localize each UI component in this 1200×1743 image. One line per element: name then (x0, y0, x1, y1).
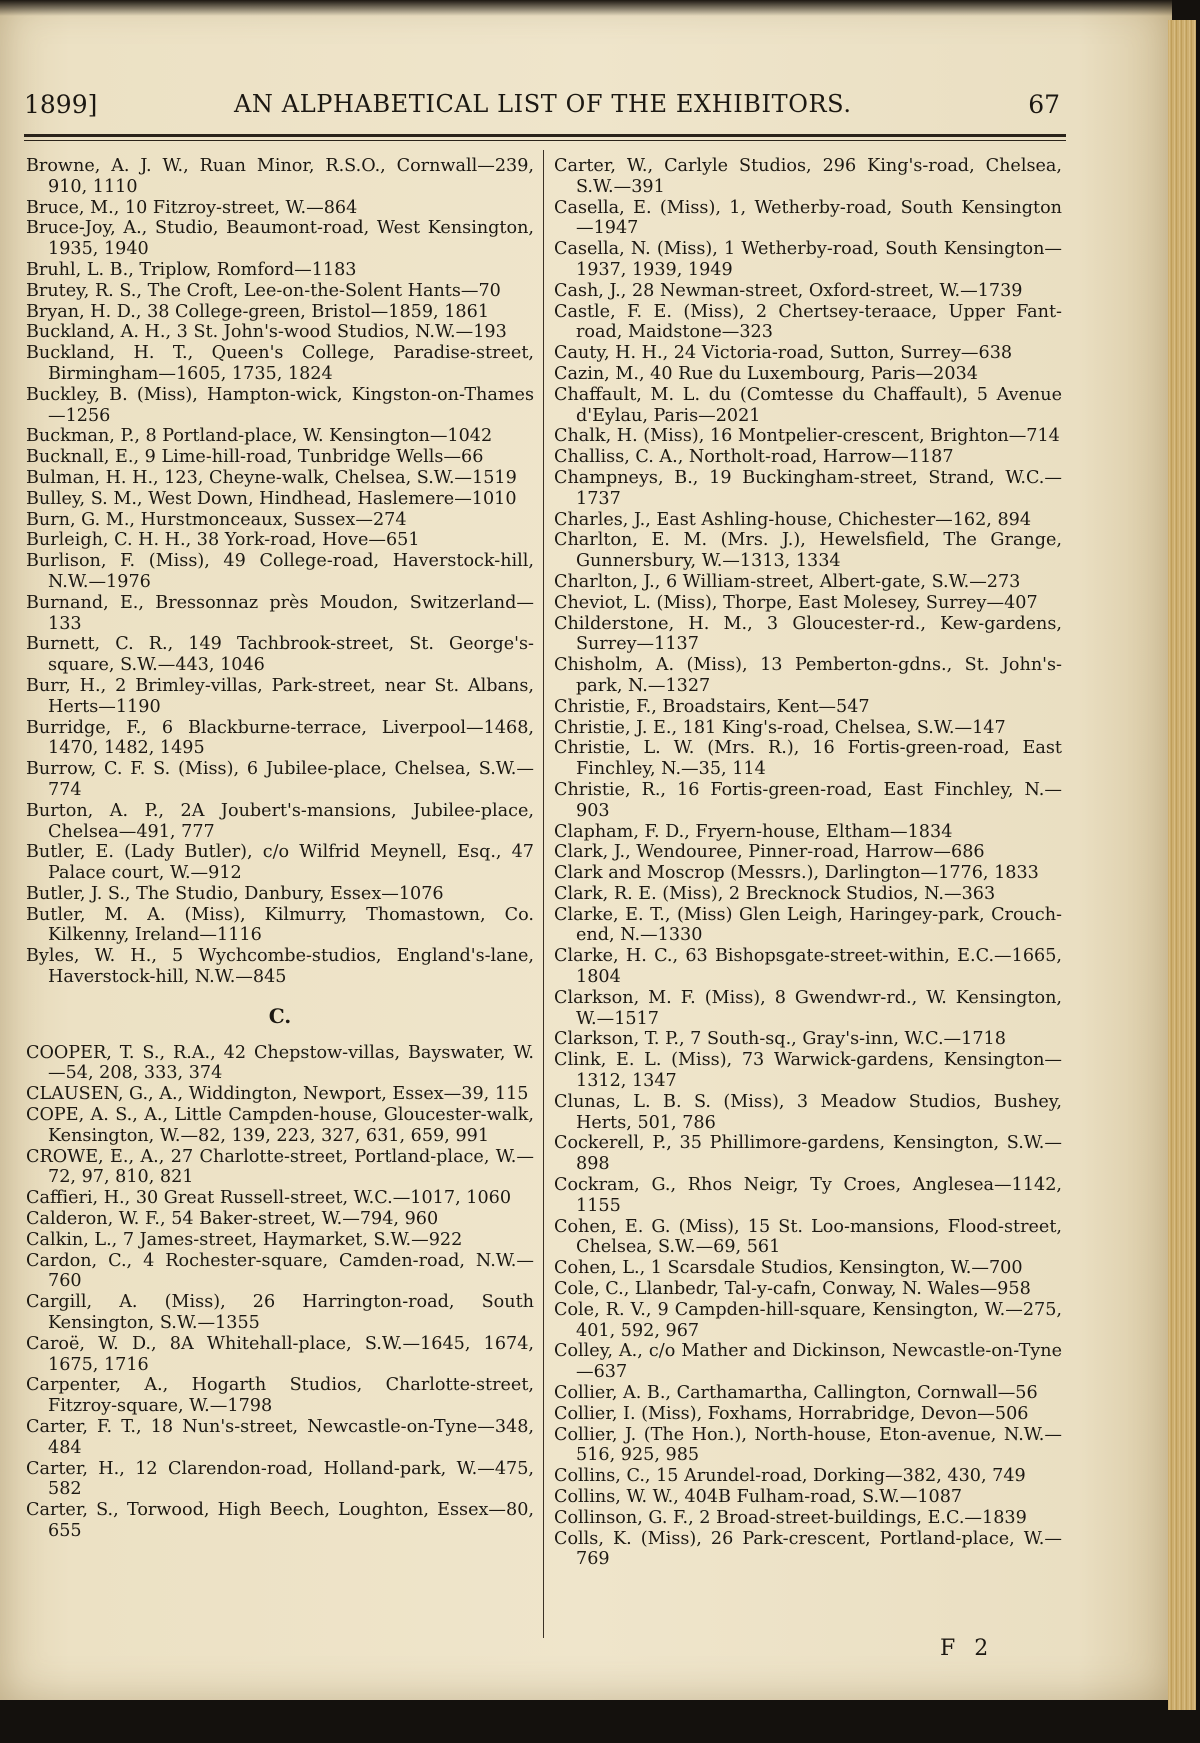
header-title: AN ALPHABETICAL LIST OF THE EXHIBITORS. (234, 90, 852, 118)
exhibitor-entry: Brutey, R. S., The Croft, Lee-on-the-Solent Hants—70 (26, 280, 501, 301)
exhibitor-entry: Carpenter, A., Hogarth Studios, Charlotte-street, Fitzroy-square, W.—1798 (26, 1375, 534, 1417)
exhibitor-entry: Collins, W. W., 404B Fulham-road, S.W.—1087 (554, 1487, 963, 1507)
exhibitor-entry: Byles, W. H., 5 Wychcombe-studios, England's-lane, Haverstock-hill, N.W.—845 (26, 946, 534, 988)
exhibitor-entry: Butler, M. A. (Miss), Kilmurry, Thomastown, Co. Kilkenny, Ireland—1116 (26, 904, 534, 946)
exhibitor-entry: Cheviot, L. (Miss), Thorpe, East Molesey, Surrey—407 (554, 592, 1038, 613)
exhibitor-entry: Childerstone, H. M., 3 Gloucester-rd., Kew-gardens, Surrey—1137 (554, 613, 1062, 655)
exhibitor-entry: Cole, R. V., 9 Campden-hill-square, Kensington, W.—275, 401, 592, 967 (554, 1299, 1062, 1341)
exhibitor-entry: Collier, J. (The Hon.), North-house, Eton-avenue, N.W.—516, 925, 985 (554, 1424, 1062, 1466)
exhibitor-entry: Carter, F. T., 18 Nun's-street, Newcastle-on-Tyne—348, 484 (26, 1417, 534, 1458)
exhibitor-entry: Carter, H., 12 Clarendon-road, Holland-park, W.—475, 582 (26, 1458, 534, 1500)
exhibitor-entry: Clark, J., Wendouree, Pinner-road, Harrow—686 (554, 842, 985, 863)
exhibitor-entry: Castle, F. E. (Miss), 2 Chertsey-teraace, Upper Fant-road, Maidstone—323 (554, 301, 1062, 343)
exhibitor-entry: Burr, H., 2 Brimley-villas, Park-street, near St. Albans, Herts—1190 (26, 675, 534, 717)
exhibitor-entry: Clarkson, M. F. (Miss), 8 Gwendwr-rd., W. Kensington, W.—1517 (554, 987, 1062, 1029)
header-year: 1899] (24, 90, 98, 119)
exhibitor-entry: Burnett, C. R., 149 Tachbrook-street, St. George's-square, S.W.—443, 1046 (26, 634, 534, 676)
exhibitor-entry: Charles, J., East Ashling-house, Chichester—162, 894 (554, 509, 1032, 530)
right-entry-list (554, 156, 1062, 1570)
exhibitor-entry: Burrow, C. F. S. (Miss), 6 Jubilee-place, Chelsea, S.W.—774 (26, 759, 534, 800)
exhibitor-entry: Christie, F., Broadstairs, Kent—547 (554, 696, 870, 717)
exhibitor-entry: Calderon, W. F., 54 Baker-street, W.—794, 960 (26, 1209, 439, 1230)
exhibitor-entry: Butler, E. (Lady Butler), c/o Wilfrid Meynell, Esq., 47 Palace court, W.—912 (26, 842, 534, 884)
left-column (26, 156, 534, 1542)
exhibitor-entry: Colls, K. (Miss), 26 Park-crescent, Portland-place, W.—769 (554, 1528, 1062, 1570)
exhibitor-entry: Calkin, L., 7 James-street, Haymarket, S.W.—922 (26, 1229, 463, 1250)
exhibitor-entry: Challiss, C. A., Northolt-road, Harrow—1187 (554, 447, 954, 468)
exhibitor-entry: Clark, R. E. (Miss), 2 Brecknock Studios, N.—363 (554, 883, 996, 904)
exhibitor-entry: Bryan, H. D., 38 College-green, Bristol—1859, 1861 (26, 301, 490, 322)
exhibitor-entry: Clark and Moscrop (Messrs.), Darlington—1776, 1833 (554, 863, 1039, 884)
exhibitor-entry: Collier, A. B., Carthamartha, Callington, Cornwall—56 (554, 1383, 1038, 1404)
exhibitor-entry: Clink, E. L. (Miss), 73 Warwick-gardens, Kensington—1312, 1347 (554, 1050, 1062, 1092)
exhibitor-entry: Clunas, L. B. S. (Miss), 3 Meadow Studios, Bushey, Herts, 501, 786 (554, 1091, 1062, 1133)
exhibitor-entry: COPE, A. S., A., Little Campden-house, Gloucester-walk, Kensington, W.—82, 139, 223, 327, 631, 659, 991 (26, 1105, 534, 1146)
exhibitor-entry: Casella, N. (Miss), 1 Wetherby-road, South Kensington—1937, 1939, 1949 (554, 239, 1062, 280)
exhibitor-entry: Burn, G. M., Hurstmonceaux, Sussex—274 (26, 509, 407, 530)
exhibitor-entry: Christie, R., 16 Fortis-green-road, East Finchley, N.—903 (554, 779, 1062, 821)
exhibitor-entry: Browne, A. J. W., Ruan Minor, R.S.O., Cornwall—239, 910, 1110 (26, 156, 534, 197)
exhibitor-entry: Charlton, E. M. (Mrs. J.), Hewelsfield, The Grange, Gunnersbury, W.—1313, 1334 (554, 530, 1062, 572)
exhibitor-entry: Bruce, M., 10 Fitzroy-street, W.—864 (26, 197, 358, 218)
exhibitor-entry: Clapham, F. D., Fryern-house, Eltham—1834 (554, 821, 953, 842)
exhibitor-entry: Cole, C., Llanbedr, Tal-y-cafn, Conway, N. Wales—958 (554, 1279, 1031, 1300)
exhibitor-entry: Cargill, A. (Miss), 26 Harrington-road, South Kensington, S.W.—1355 (26, 1292, 534, 1334)
exhibitor-entry: Collins, C., 15 Arundel-road, Dorking—382, 430, 749 (554, 1466, 1026, 1487)
left-c-entry-list (26, 1043, 534, 1542)
exhibitor-entry: Bruhl, L. B., Triplow, Romford—1183 (26, 259, 357, 280)
exhibitor-entry: Buckman, P., 8 Portland-place, W. Kensington—1042 (26, 426, 493, 447)
header-rule-thin (24, 140, 1066, 141)
exhibitor-entry: Champneys, B., 19 Buckingham-street, Strand, W.C.—1737 (554, 467, 1062, 509)
book-fore-edge (1168, 20, 1196, 1710)
exhibitor-entry: Cardon, C., 4 Rochester-square, Camden-road, N.W.—760 (26, 1250, 534, 1292)
exhibitor-entry: Clarke, H. C., 63 Bishopsgate-street-within, E.C.—1665, 1804 (554, 946, 1062, 988)
exhibitor-entry: Collinson, G. F., 2 Broad-street-buildings, E.C.—1839 (554, 1507, 1027, 1528)
exhibitor-entry: Burleigh, C. H. H., 38 York-road, Hove—651 (26, 530, 420, 551)
exhibitor-entry: Christie, L. W. (Mrs. R.), 16 Fortis-green-road, East Finchley, N.—35, 114 (554, 738, 1062, 780)
exhibitor-entry: Colley, A., c/o Mather and Dickinson, Newcastle-on-Tyne—637 (554, 1341, 1062, 1383)
exhibitor-entry: Cash, J., 28 Newman-street, Oxford-street, W.—1739 (554, 280, 1023, 301)
exhibitor-entry: Bulman, H. H., 123, Cheyne-walk, Chelsea, S.W.—1519 (26, 467, 517, 488)
exhibitor-entry: CROWE, E., A., 27 Charlotte-street, Portland-place, W.—72, 97, 810, 821 (26, 1146, 534, 1188)
exhibitor-entry: COOPER, T. S., R.A., 42 Chepstow-villas, Bayswater, W.—54, 208, 333, 374 (26, 1042, 534, 1084)
signature-mark: F 2 (940, 1636, 995, 1661)
exhibitor-entry: CLAUSEN, G., A., Widdington, Newport, Essex—39, 115 (26, 1084, 529, 1105)
exhibitor-entry: Chalk, H. (Miss), 16 Montpelier-crescent, Brighton—714 (554, 426, 1060, 447)
exhibitor-entry: Carter, S., Torwood, High Beech, Loughton, Essex—80, 655 (26, 1500, 534, 1541)
exhibitor-entry: Burnand, E., Bressonnaz près Moudon, Switzerland—133 (26, 592, 534, 634)
exhibitor-entry: Clarkson, T. P., 7 South-sq., Gray's-inn, W.C.—1718 (554, 1029, 1006, 1050)
exhibitor-entry: Cauty, H. H., 24 Victoria-road, Sutton, Surrey—638 (554, 343, 1013, 364)
exhibitor-entry: Bucknall, E., 9 Lime-hill-road, Tunbridge Wells—66 (26, 447, 484, 468)
exhibitor-entry: Buckley, B. (Miss), Hampton-wick, Kingston-on-Thames—1256 (26, 384, 534, 426)
exhibitor-entry: Cohen, L., 1 Scarsdale Studios, Kensington, W.—700 (554, 1258, 1023, 1279)
exhibitor-entry: Cockram, G., Rhos Neigr, Ty Croes, Anglesea—1142, 1155 (554, 1175, 1062, 1216)
exhibitor-entry: Butler, J. S., The Studio, Danbury, Essex—1076 (26, 883, 444, 904)
exhibitor-entry: Chisholm, A. (Miss), 13 Pemberton-gdns., St. John's-park, N.—1327 (554, 655, 1062, 696)
running-header (24, 90, 1064, 130)
exhibitor-entry: Clarke, E. T., (Miss) Glen Leigh, Haringey-park, Crouch-end, N.—1330 (554, 904, 1062, 946)
exhibitor-entry: Caroë, W. D., 8A Whitehall-place, S.W.—1645, 1674, 1675, 1716 (26, 1333, 534, 1375)
page-top-shadow (0, 0, 1172, 16)
exhibitor-entry: Christie, J. E., 181 King's-road, Chelsea, S.W.—147 (554, 717, 1006, 738)
exhibitor-entry: Collier, I. (Miss), Foxhams, Horrabridge, Devon—506 (554, 1403, 1029, 1424)
page-number: 67 (1028, 90, 1060, 119)
exhibitor-entry: Burridge, F., 6 Blackburne-terrace, Liverpool—1468, 1470, 1482, 1495 (26, 717, 534, 759)
exhibitor-entry: Burlison, F. (Miss), 49 College-road, Haverstock-hill, N.W.—1976 (26, 551, 534, 592)
right-column (554, 156, 1062, 1570)
exhibitor-entry: Bulley, S. M., West Down, Hindhead, Haslemere—1010 (26, 488, 517, 509)
exhibitor-entry: Carter, W., Carlyle Studios, 296 King's-road, Chelsea, S.W.—391 (554, 156, 1062, 197)
exhibitor-entry: Bruce-Joy, A., Studio, Beaumont-road, West Kensington, 1935, 1940 (26, 218, 534, 260)
exhibitor-entry: Burton, A. P., 2A Joubert's-mansions, Jubilee-place, Chelsea—491, 777 (26, 800, 534, 842)
exhibitor-entry: Chaffault, M. L. du (Comtesse du Chaffault), 5 Avenue d'Eylau, Paris—2021 (554, 384, 1062, 426)
column-divider (543, 150, 544, 1638)
section-letter: C. (268, 1003, 292, 1028)
exhibitor-entry: Caffieri, H., 30 Great Russell-street, W.C.—1017, 1060 (26, 1188, 512, 1209)
exhibitor-entry: Charlton, J., 6 William-street, Albert-gate, S.W.—273 (554, 571, 1021, 592)
exhibitor-entry: Cohen, E. G. (Miss), 15 St. Loo-mansions, Flood-street, Chelsea, S.W.—69, 561 (554, 1216, 1062, 1258)
exhibitor-entry: Buckland, A. H., 3 St. John's-wood Studios, N.W.—193 (26, 322, 507, 343)
exhibitor-entry: Cockerell, P., 35 Phillimore-gardens, Kensington, S.W.—898 (554, 1133, 1062, 1175)
exhibitor-entry: Buckland, H. T., Queen's College, Paradise-street, Birmingham—1605, 1735, 1824 (26, 343, 534, 384)
exhibitor-entry: Casella, E. (Miss), 1, Wetherby-road, South Kensington—1947 (554, 197, 1062, 239)
header-rule-thick (24, 134, 1066, 137)
exhibitor-entry: Cazin, M., 40 Rue du Luxembourg, Paris—2034 (554, 363, 978, 384)
left-entry-list (26, 156, 534, 988)
